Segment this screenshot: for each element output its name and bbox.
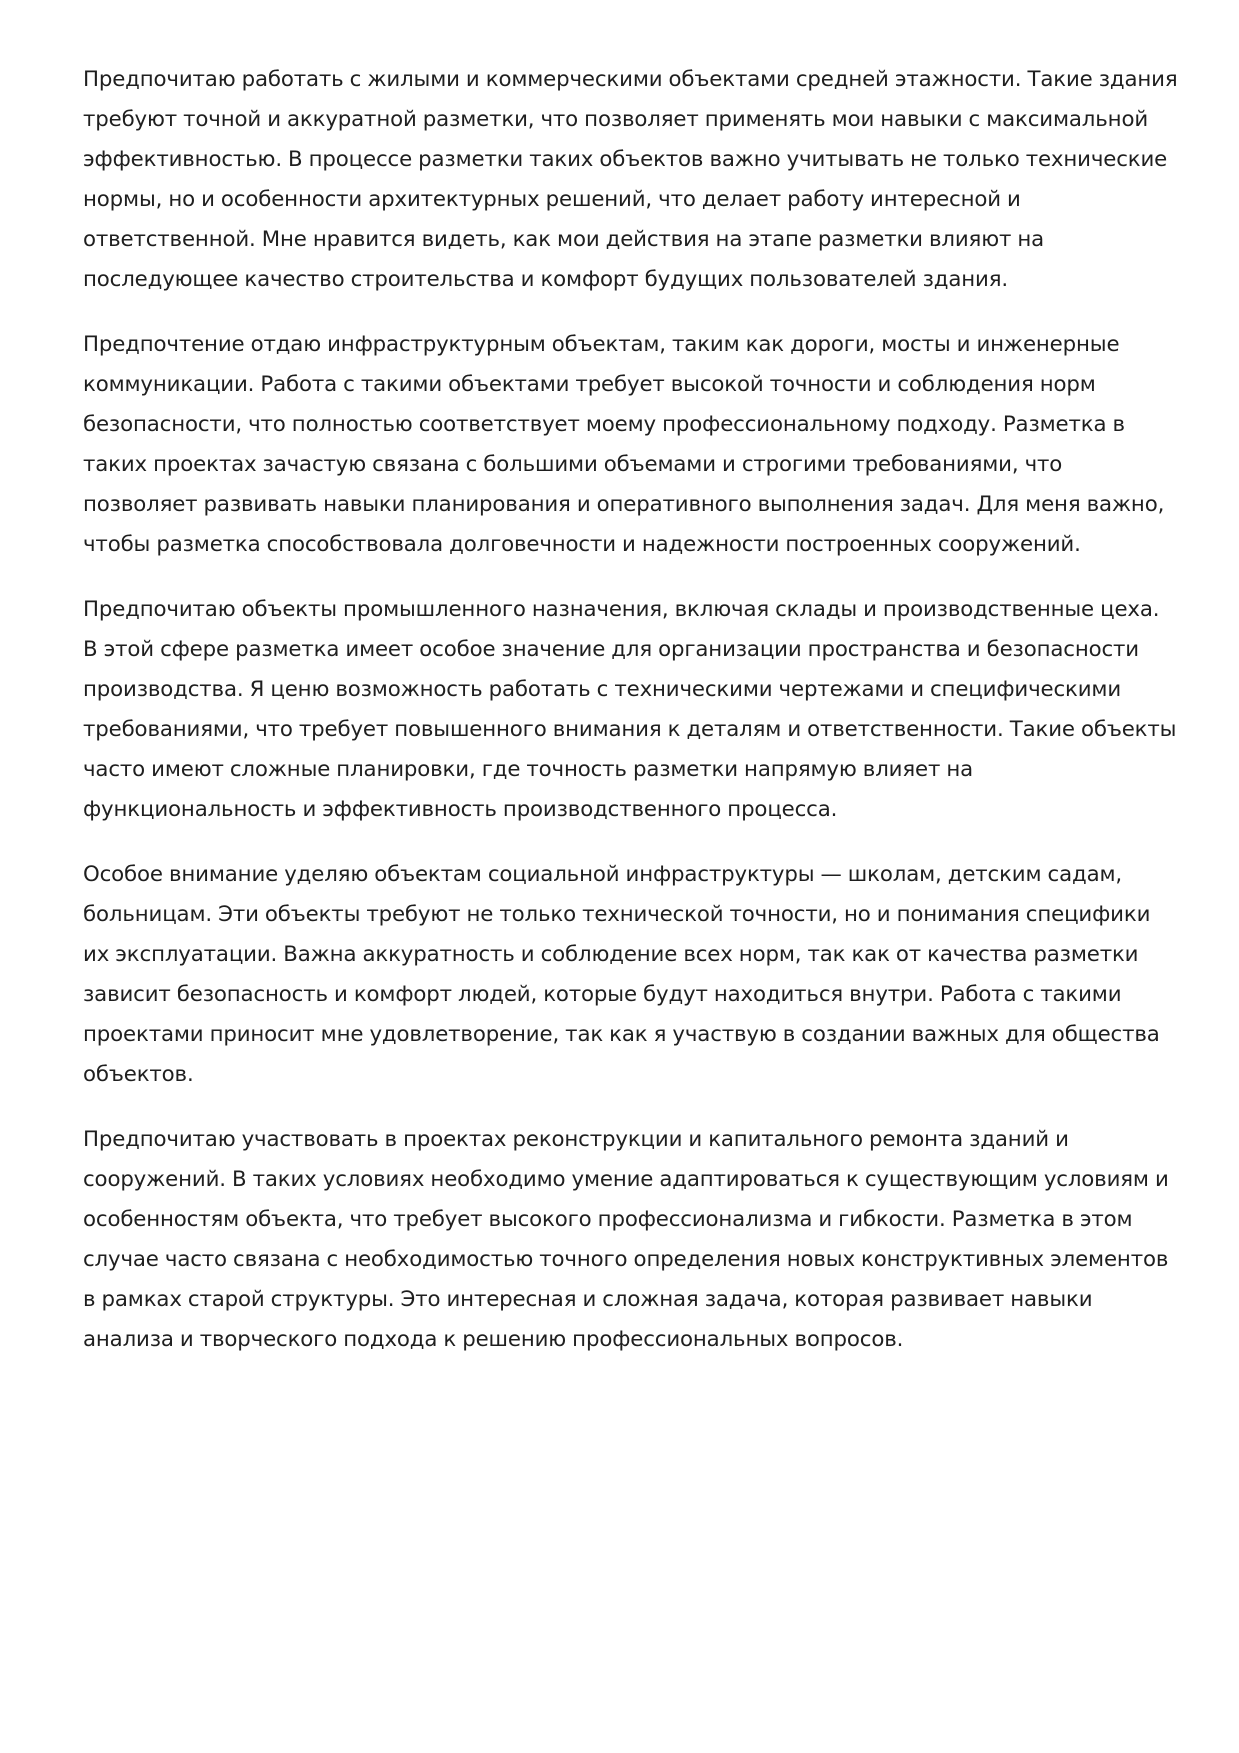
paragraph-social-infrastructure: Особое внимание уделяю объектам социальной инфраструктуры — школам, детским садам, больницам. Эти объекты требуют не только технической точности, но и понимания специфики их эксплуатации. Важна аккуратность и соблюдение всех норм, так как от качества разметки зависит безопасность и комфорт людей, которые будут находиться внутри. Работа с такими проектами приносит мне удовлетворение, так как я участвую в создании важных для общества объектов. <box>83 862 1160 1087</box>
paragraph-reconstruction: Предпочитаю участвовать в проектах реконструкции и капитального ремонта зданий и сооружений. В таких условиях необходимо умение адаптироваться к существующим условиям и особенностям объекта, что требует высокого профессионализма и гибкости. Разметка в этом случае часто связана с необходимостью точного определения новых конструктивных элементов в рамках старой структуры. Это интересная и сложная задача, которая развивает навыки анализа и творческого подхода к решению профессиональных вопросов. <box>83 1127 1169 1352</box>
paragraph-infrastructure: Предпочтение отдаю инфраструктурным объектам, таким как дороги, мосты и инженерные коммуникации. Работа с такими объектами требует высокой точности и соблюдения норм безопасности, что полностью соответствует моему профессиональному подходу. Разметка в таких проектах зачастую связана с большими объемами и строгими требованиями, что позволяет развивать навыки планирования и оперативного выполнения задач. Для меня важно, чтобы разметка способствовала долговечности и надежности построенных сооружений. <box>83 332 1165 557</box>
paragraph-industrial: Предпочитаю объекты промышленного назначения, включая склады и производственные цеха. В этой сфере разметка имеет особое значение для организации пространства и безопасности производства. Я ценю возможность работать с техническими чертежами и специфическими требованиями, что требует повышенного внимания к деталям и ответственности. Такие объекты часто имеют сложные планировки, где точность разметки напрямую влияет на функциональность и эффективность производственного процесса. <box>83 597 1177 822</box>
document-body <box>83 60 1179 1360</box>
paragraph-residential-commercial: Предпочитаю работать с жилыми и коммерческими объектами средней этажности. Такие здания требуют точной и аккуратной разметки, что позволяет применять мои навыки с максимальной эффективностью. В процессе разметки таких объектов важно учитывать не только технические нормы, но и особенности архитектурных решений, что делает работу интересной и ответственной. Мне нравится видеть, как мои действия на этапе разметки влияют на последующее качество строительства и комфорт будущих пользователей здания. <box>83 67 1178 292</box>
